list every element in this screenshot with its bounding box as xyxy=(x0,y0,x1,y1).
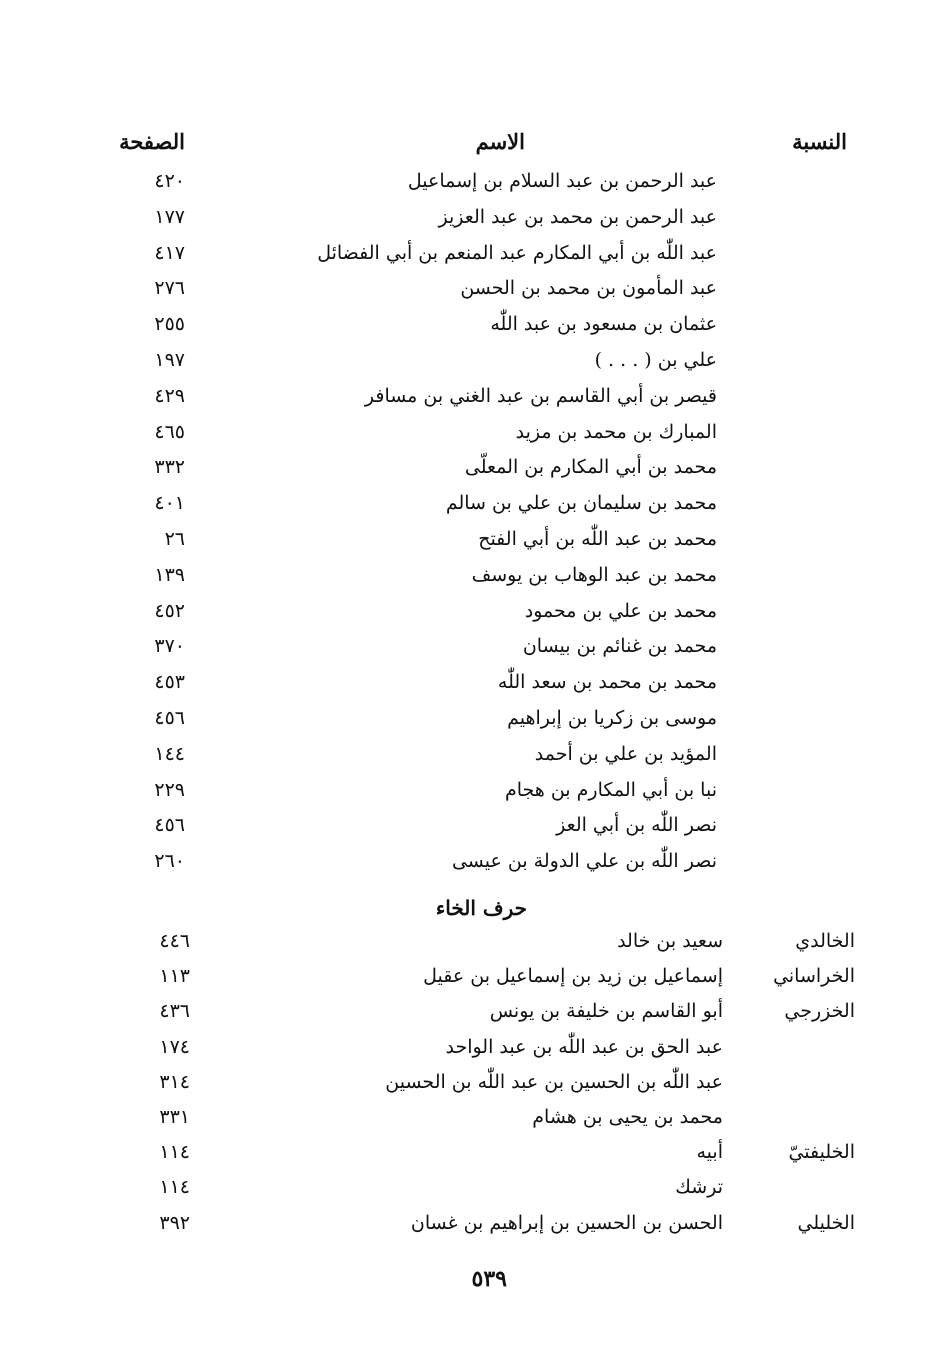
entry-page: ٤٤٦ xyxy=(159,930,190,952)
entry-page: ٢٥٥ xyxy=(154,313,185,336)
entry-name: أبيه xyxy=(696,1141,723,1164)
entry-name: ترشك xyxy=(675,1176,723,1199)
entry-name: الحسن بن الحسين بن إبراهيم بن غسان xyxy=(410,1211,723,1234)
entry-name: محمد بن يحيى بن هشام xyxy=(532,1106,723,1128)
entry-name: نبا بن أبي المكارم بن هجام xyxy=(504,778,717,801)
entry-name: نصر اللّٰه بن أبي العز xyxy=(556,814,717,837)
entry-page: ٤٦٥ xyxy=(154,420,185,443)
entry-name: قيصر بن أبي القاسم بن عبد الغني بن مسافر xyxy=(364,384,717,407)
entry-name: عبد الرحمن بن محمد بن عبد العزيز xyxy=(438,205,717,228)
header-name: الاسم xyxy=(475,129,525,154)
entry-name: موسى بن زكريا بن إبراهيم xyxy=(507,707,717,729)
entry-page: ٤٥٢ xyxy=(154,599,185,622)
entry-page: ٣٣١ xyxy=(159,1106,190,1128)
page-number: ٥٣٩ xyxy=(471,1266,507,1292)
entry-nisba: الخزرجي xyxy=(784,1000,855,1023)
entry-page: ١٧٧ xyxy=(154,205,185,228)
entry-nisba: الخليلي xyxy=(797,1211,855,1234)
entry-name: محمد بن عبد الوهاب بن يوسف xyxy=(471,563,717,586)
entry-page: ٢٦ xyxy=(164,528,185,550)
entry-page: ١٩٧ xyxy=(154,349,185,371)
entry-page: ٤٣٦ xyxy=(159,1000,190,1023)
entry-page: ٤٥٦ xyxy=(154,707,185,729)
entry-name: أبو القاسم بن خليفة بن يونس xyxy=(489,1000,723,1023)
entry-page: ٤٢٩ xyxy=(154,384,185,407)
entry-page: ١١٣ xyxy=(159,965,190,988)
entry-name: إسماعيل بن زيد بن إسماعيل بن عقيل xyxy=(423,965,723,988)
entry-name: المؤيد بن علي بن أحمد xyxy=(534,742,717,765)
entry-name: محمد بن غنائم بن بيسان xyxy=(522,635,717,658)
header-nisba: النسبة xyxy=(792,129,847,154)
entry-page: ٢٧٦ xyxy=(154,277,185,300)
entry-page: ٢٦٠ xyxy=(154,850,185,873)
entry-page: ١٤٤ xyxy=(154,742,185,765)
entry-page: ٤٠١ xyxy=(154,492,185,515)
entry-name: محمد بن محمد بن سعد اللّٰه xyxy=(497,671,717,694)
entry-page: ١٧٤ xyxy=(159,1035,190,1058)
entry-nisba: الخليفتيّ xyxy=(788,1141,855,1164)
entry-page: ٤٥٦ xyxy=(154,814,185,837)
entry-nisba: الخراساني xyxy=(773,965,855,988)
entry-name: عبد اللّٰه بن الحسين بن عبد اللّٰه بن الحسين xyxy=(385,1070,723,1093)
entry-name: سعيد بن خالد xyxy=(617,930,723,952)
entry-page: ٣١٤ xyxy=(159,1070,190,1093)
entry-page: ٢٢٩ xyxy=(154,778,185,801)
header-page: الصفحة xyxy=(119,129,185,154)
entry-page: ١١٤ xyxy=(159,1176,190,1199)
entry-page: ٤٢٠ xyxy=(154,170,185,192)
entry-name: علي بن ( . . . ) xyxy=(594,349,717,371)
entry-name: عبد الرحمن بن عبد السلام بن إسماعيل xyxy=(407,170,717,192)
entry-name: عبد الحق بن عبد اللّٰه بن عبد الواحد xyxy=(445,1035,723,1058)
entry-name: محمد بن سليمان بن علي بن سالم xyxy=(445,492,717,515)
entry-name: محمد بن أبي المكارم بن المعلّى xyxy=(464,456,717,479)
entry-page: ١١٤ xyxy=(159,1141,190,1164)
entry-name: عبد المأمون بن محمد بن الحسن xyxy=(460,277,717,300)
entry-page: ٤٥٣ xyxy=(154,671,185,694)
entry-name: محمد بن عبد اللّٰه بن أبي الفتح xyxy=(478,528,717,550)
entry-page: ٤١٧ xyxy=(154,241,185,264)
entry-name: نصر اللّٰه بن علي الدولة بن عيسى xyxy=(451,850,717,873)
entry-name: عثمان بن مسعود بن عبد اللّٰه xyxy=(490,313,717,336)
entry-page: ٣٣٢ xyxy=(154,456,185,479)
entry-name: المبارك بن محمد بن مزيد xyxy=(515,420,717,443)
entry-name: عبد اللّٰه بن أبي المكارم عبد المنعم بن أبي الفضائل xyxy=(317,241,717,264)
entry-page: ١٣٩ xyxy=(154,563,185,586)
entry-nisba: الخالدي xyxy=(795,930,855,952)
entry-name: محمد بن علي بن محمود xyxy=(524,599,717,622)
section-title: حرف الخاء xyxy=(435,896,527,920)
entry-page: ٣٧٠ xyxy=(154,635,185,658)
entry-page: ٣٩٢ xyxy=(159,1211,190,1234)
